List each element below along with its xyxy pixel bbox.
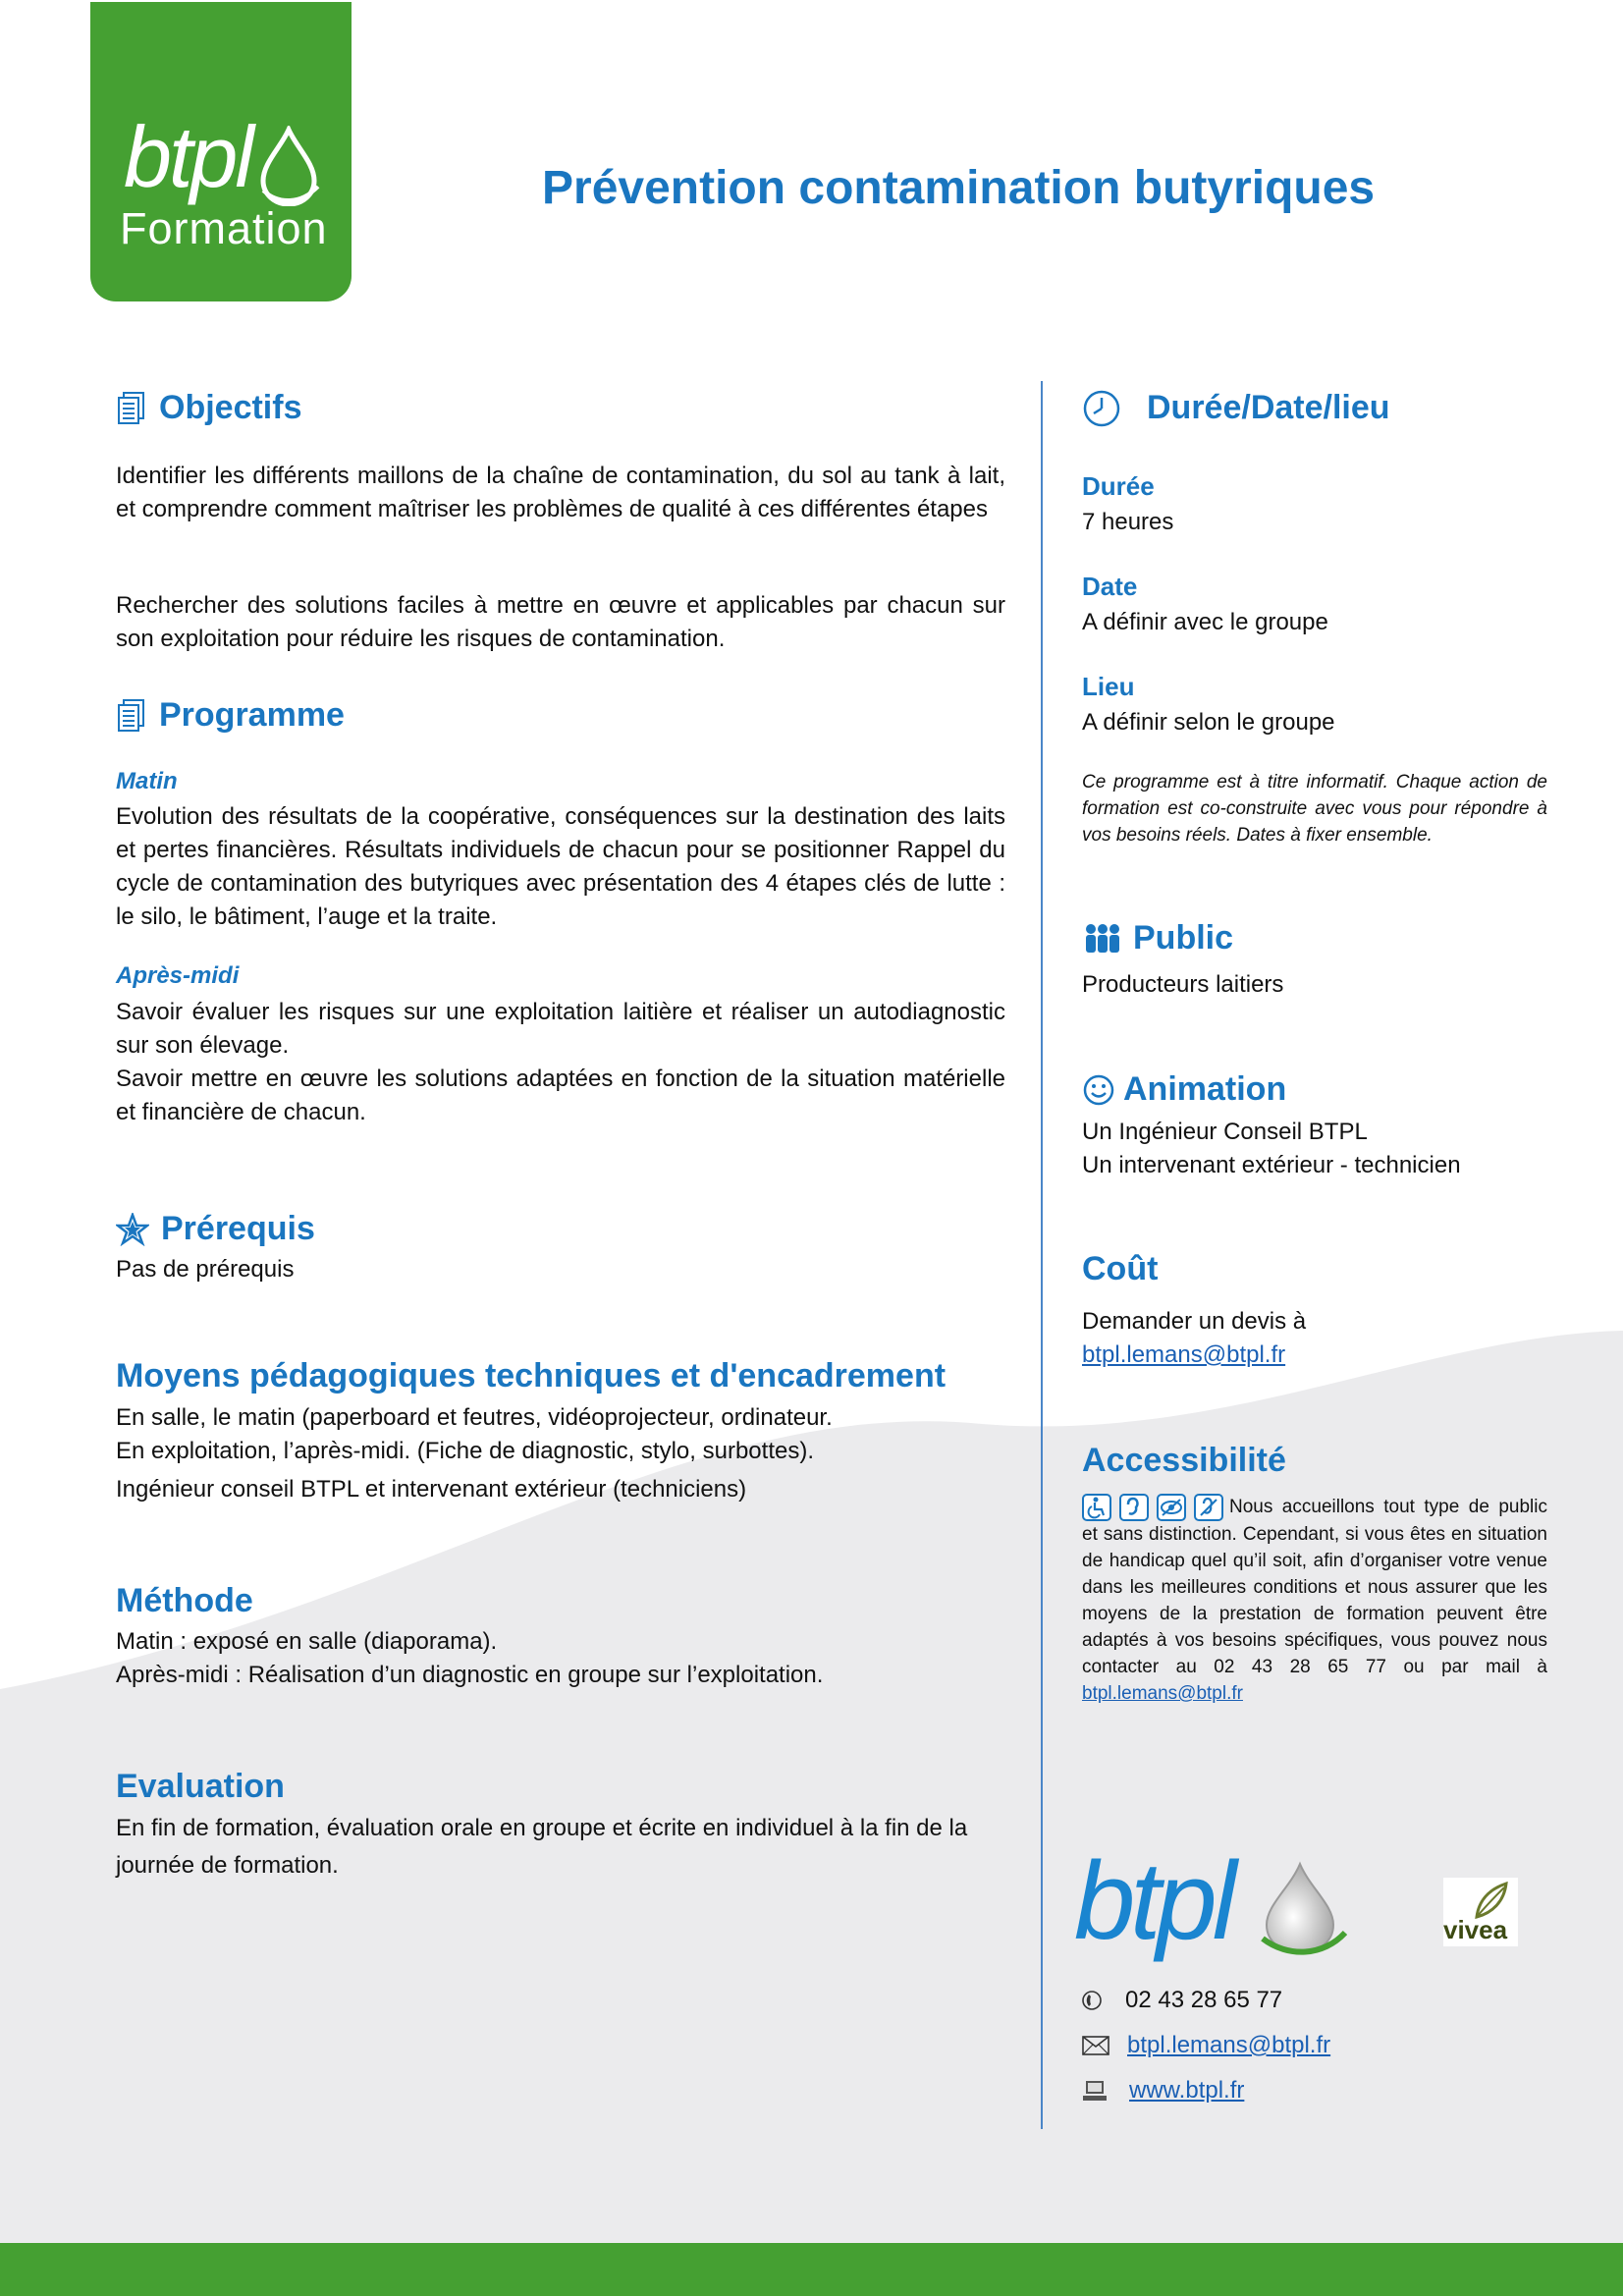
smiley-icon (1082, 1073, 1115, 1107)
lieu-value: A définir selon le groupe (1082, 709, 1335, 736)
apres-midi-text-1: Savoir évaluer les risques sur une exploitation laitière et réaliser un autodiagnostic sur son élevage. (116, 999, 1005, 1059)
public-heading-row (1082, 919, 1233, 957)
clock-icon (1082, 389, 1121, 428)
btpl-logo (1074, 1839, 1359, 1974)
hearing-icon (1119, 1494, 1149, 1521)
animation-line-1: Un Ingénieur Conseil BTPL (1082, 1119, 1368, 1145)
page-title: Prévention contamination butyriques (542, 162, 1376, 214)
btpl-drop-icon (1259, 1860, 1347, 1958)
programme-heading-row (116, 696, 345, 735)
evaluation-heading: Evaluation (116, 1768, 285, 1805)
programme-heading: Programme (159, 696, 345, 734)
moyens-heading: Moyens pédagogiques techniques et d'encadrement (116, 1357, 947, 1394)
duree-label: Durée (1082, 471, 1155, 501)
matin-label: Matin (116, 768, 178, 794)
matin-text: Evolution des résultats de la coopérative, conséquences sur la destination des laits et pertes financières. Résultats individuels de chacun pour se positionner Rappel du cycle de contamination des butyriques avec présentation des 4 étapes clés de lutte : le silo, le bâtiment, l’auge et la traite. (116, 803, 1005, 930)
envelope-icon (1082, 2036, 1109, 2055)
public-heading: Public (1133, 919, 1234, 957)
animation-heading-row (1082, 1070, 1286, 1109)
drop-icon (257, 126, 320, 206)
duree-heading: Durée/Date/lieu (1147, 389, 1390, 427)
prerequis-heading-row (116, 1210, 315, 1248)
moyens-line-2: En exploitation, l’après-midi. (Fiche de diagnostic, stylo, surbottes). (116, 1438, 814, 1464)
contact-email-row (1082, 2029, 1330, 2062)
objectifs-text-2: Rechercher des solutions faciles à mettre en œuvre et applicables par chacun sur son exploitation pour réduire les risques de contamination. (116, 592, 1005, 652)
btpl-logo-word: btpl (1074, 1839, 1232, 1962)
people-icon (1082, 922, 1123, 956)
prerequis-heading: Prérequis (161, 1210, 315, 1247)
moyens-line-3: Ingénieur conseil BTPL et intervenant extérieur (techniciens) (116, 1476, 747, 1503)
star-icon (116, 1213, 149, 1246)
contact-phone-row (1082, 1984, 1282, 2017)
objectifs-heading: Objectifs (159, 389, 302, 426)
duree-value: 7 heures (1082, 509, 1174, 535)
deaf-icon (1194, 1494, 1223, 1521)
animation-line-2: Un intervenant extérieur - technicien (1082, 1152, 1461, 1178)
column-divider (1041, 381, 1043, 2129)
duree-heading-row (1082, 389, 1390, 428)
prerequis-text: Pas de prérequis (116, 1256, 295, 1283)
accessibility-icons (1082, 1494, 1223, 1521)
lieu-label: Lieu (1082, 672, 1135, 701)
methode-heading: Méthode (116, 1582, 253, 1619)
date-label: Date (1082, 572, 1138, 601)
contact-website-link[interactable]: www.btpl.fr (1129, 2077, 1245, 2104)
programme-note: Ce programme est à titre informatif. Chaque action de formation est co-construite avec vous pour répondre à vos besoins réels. Dates à fixer ensemble. (1082, 772, 1547, 846)
cout-email-link[interactable]: btpl.lemans@btpl.fr (1082, 1341, 1286, 1368)
logo-subtitle: Formation (120, 203, 328, 253)
vivea-logo-text: vivea (1443, 1915, 1508, 1944)
objectifs-text-1: Identifier les différents maillons de la chaîne de contamination, du sol au tank à lait, et comprendre comment maîtriser les problèmes de qualité à ces différentes étapes (116, 463, 1005, 522)
phone-icon (1082, 1989, 1102, 2012)
accessibilite-text: Nous accueillons tout type de public et sans distinction. Cependant, si vous êtes en situation de handicap quel qu’il soit, afin d’organiser votre venue dans les meilleures conditions et nous assurer que les moyens de la prestation de formation peuvent être adaptés à vos besoins spécifiques, vous pouvez nous contacter au 02 43 28 65 77 ou par mail à (1082, 1497, 1547, 1677)
vivea-logo (1443, 1878, 1518, 1946)
apres-midi-label: Après-midi (116, 962, 240, 989)
animation-heading: Animation (1123, 1070, 1287, 1108)
methode-line-1: Matin : exposé en salle (diaporama). (116, 1628, 498, 1655)
accessibilite-block (1082, 1494, 1547, 1707)
cout-text: Demander un devis à (1082, 1308, 1307, 1335)
accessibilite-heading: Accessibilité (1082, 1442, 1286, 1479)
logo-word: btpl (124, 108, 251, 205)
evaluation-text: En fin de formation, évaluation orale en groupe et écrite en individuel à la fin de la journée de formation. (116, 1815, 968, 1879)
contact-email-link[interactable]: btpl.lemans@btpl.fr (1127, 2032, 1331, 2058)
accessibilite-email-link[interactable]: btpl.lemans@btpl.fr (1082, 1683, 1243, 1704)
contact-phone: 02 43 28 65 77 (1125, 1987, 1283, 2013)
document-icon (116, 698, 147, 734)
public-text: Producteurs laitiers (1082, 971, 1284, 998)
objectifs-heading-row (116, 389, 301, 427)
cout-heading: Coût (1082, 1250, 1159, 1287)
footer-bar (0, 2243, 1623, 2296)
wheelchair-icon (1082, 1494, 1111, 1521)
computer-icon (1082, 2080, 1108, 2102)
date-value: A définir avec le groupe (1082, 609, 1328, 635)
methode-line-2: Après-midi : Réalisation d’un diagnostic en groupe sur l’exploitation. (116, 1662, 824, 1688)
moyens-line-1: En salle, le matin (paperboard et feutres, vidéoprojecteur, ordinateur. (116, 1404, 833, 1431)
apres-midi-text-2: Savoir mettre en œuvre les solutions adaptées en fonction de la situation matérielle et financière de chacun. (116, 1066, 1005, 1125)
contact-website-row (1082, 2074, 1244, 2107)
document-icon (116, 391, 147, 426)
visual-icon (1157, 1494, 1186, 1521)
